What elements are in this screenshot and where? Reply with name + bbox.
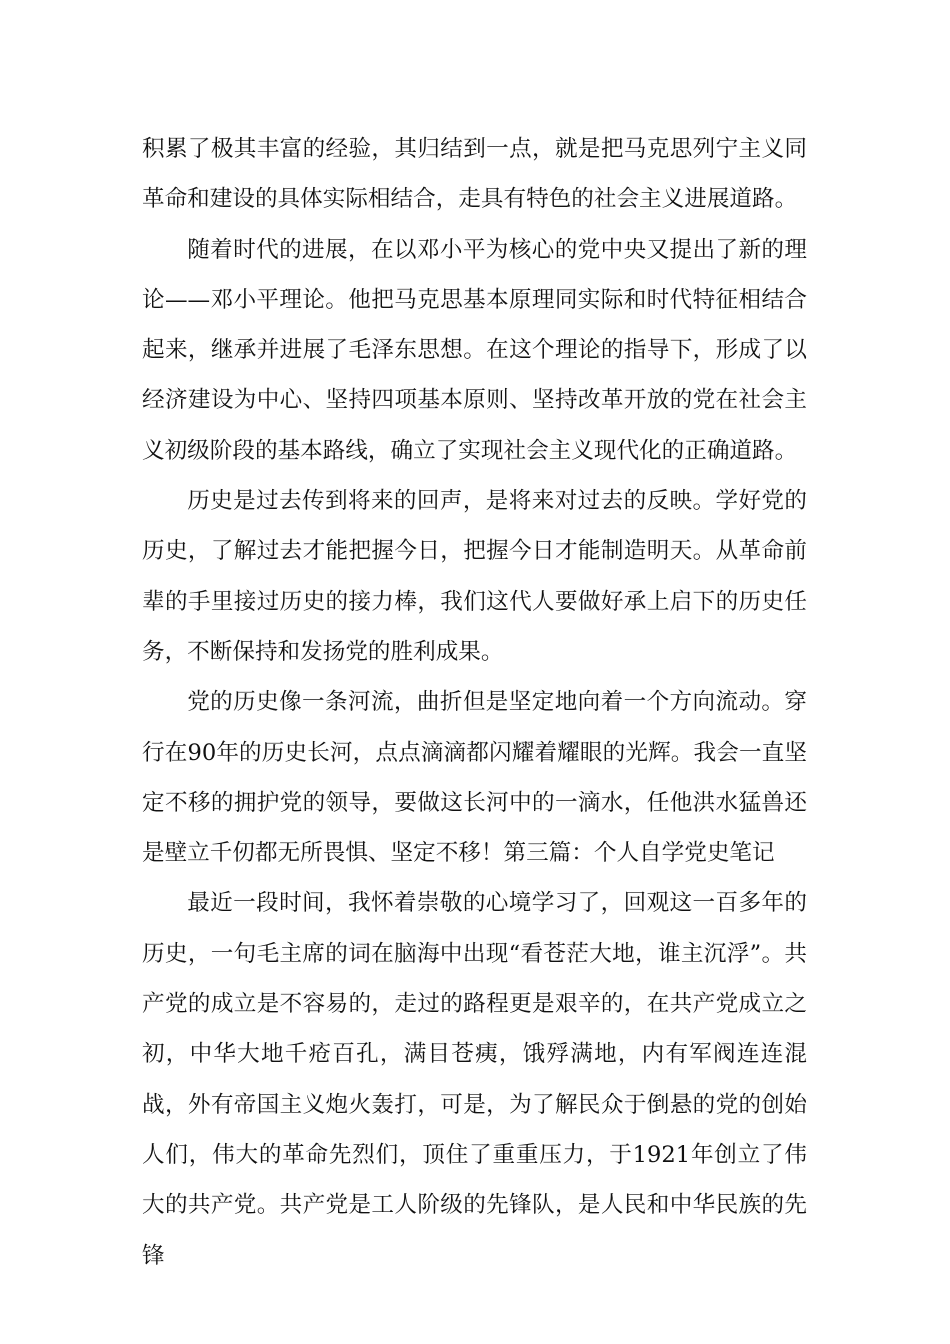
- paragraph-1: 积累了极其丰富的经验，其归结到一点，就是把马克思列宁主义同革命和建设的具体实际相结合，走具有特色的社会主义进展道路。: [142, 136, 807, 213]
- paragraph-3: 历史是过去传到将来的回声，是将来对过去的反映。学好党的历史，了解过去才能把握今日，把握今日才能制造明天。从革命前辈的手里接过历史的接力棒，我们这代人要做好承上启下的历史任务，不断保持和发扬党的胜利成果。: [142, 488, 807, 665]
- document-page: [142, 124, 807, 1281]
- paragraph-5: 最近一段时间，我怀着崇敬的心境学习了，回观这一百多年的历史，一句毛主席的词在脑海中出现“看苍茫大地，谁主沉浮”。共产党的成立是不容易的，走过的路程更是艰辛的，在共产党成立之初，中华大地千疮百孔，满目苍痍，饿殍满地，内有军阀连连混战，外有帝国主义炮火轰打，可是，为了解民众于倒悬的党的创始人们，伟大的革命先烈们，顶住了重重压力，于1921年创立了伟大的共产党。共产党是工人阶级的先锋队，是人民和中华民族的先锋: [142, 890, 807, 1269]
- paragraph-4: 党的历史像一条河流，曲折但是坚定地向着一个方向流动。穿行在90年的历史长河，点点滴滴都闪耀着耀眼的光辉。我会一直坚定不移的拥护党的领导，要做这长河中的一滴水，任他洪水猛兽还是壁立千仞都无所畏惧、坚定不移！第三篇：个人自学党史笔记: [142, 689, 807, 867]
- paragraph-2: 随着时代的进展，在以邓小平为核心的党中央又提出了新的理论——邓小平理论。他把马克思基本原理同实际和时代特征相结合起来，继承并进展了毛泽东思想。在这个理论的指导下，形成了以经济建设为中心、坚持四项基本原则、坚持改革开放的党在社会主义初级阶段的基本路线，确立了实现社会主义现代化的正确道路。: [142, 236, 807, 464]
